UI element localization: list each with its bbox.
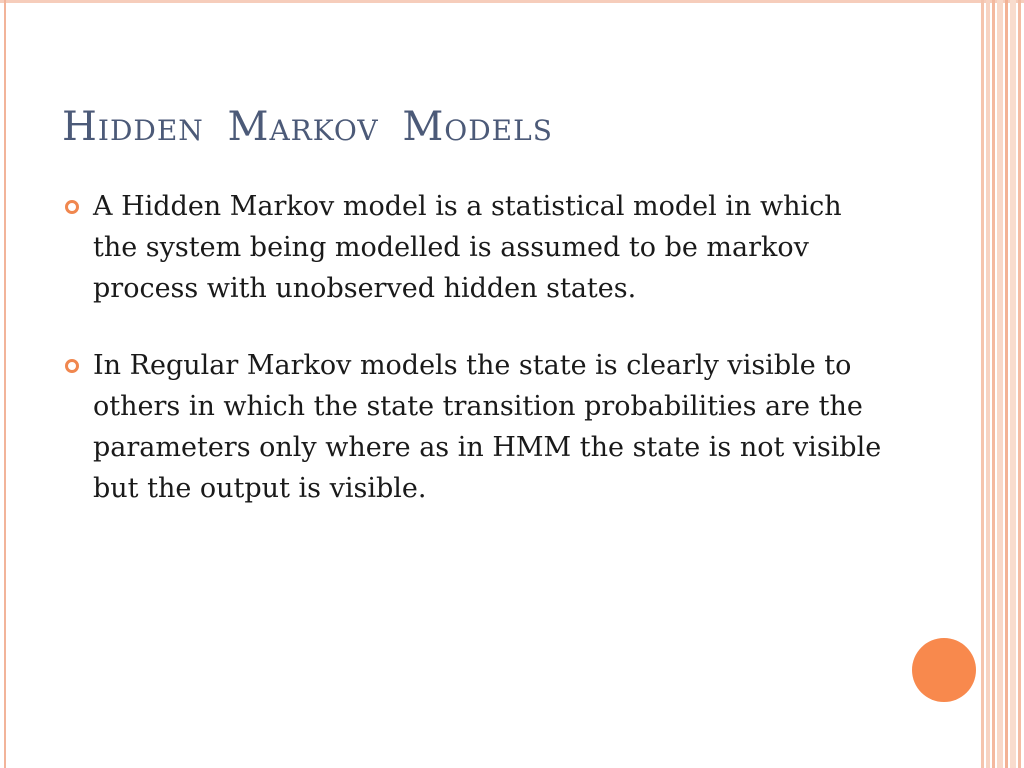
bullet-ring-icon <box>65 200 79 214</box>
decorative-stripe <box>992 0 995 768</box>
accent-circle <box>912 638 976 702</box>
bullet-list <box>62 186 892 509</box>
decorative-stripe <box>1018 0 1021 768</box>
bullet-ring-icon <box>65 359 79 373</box>
bullet-text: A Hidden Markov model is a statistical model in which the system being modelled is assumed to be markov process with unobserved hidden states. <box>93 191 842 304</box>
decorative-stripe <box>1010 0 1016 768</box>
decorative-stripe <box>981 0 984 768</box>
top-border <box>0 0 1024 3</box>
left-border <box>4 0 6 768</box>
bullet-text: In Regular Markov models the state is clearly visible to others in which the state transition probabilities are the parameters only where as in HMM the state is not visible but the output is visible. <box>93 350 882 504</box>
decorative-stripe <box>1005 0 1008 768</box>
bullet-item <box>62 186 892 309</box>
bullet-item <box>62 345 892 509</box>
decorative-stripe <box>997 0 1003 768</box>
slide-title: Hidden Markov Models <box>62 104 553 150</box>
decorative-stripe <box>986 0 990 768</box>
